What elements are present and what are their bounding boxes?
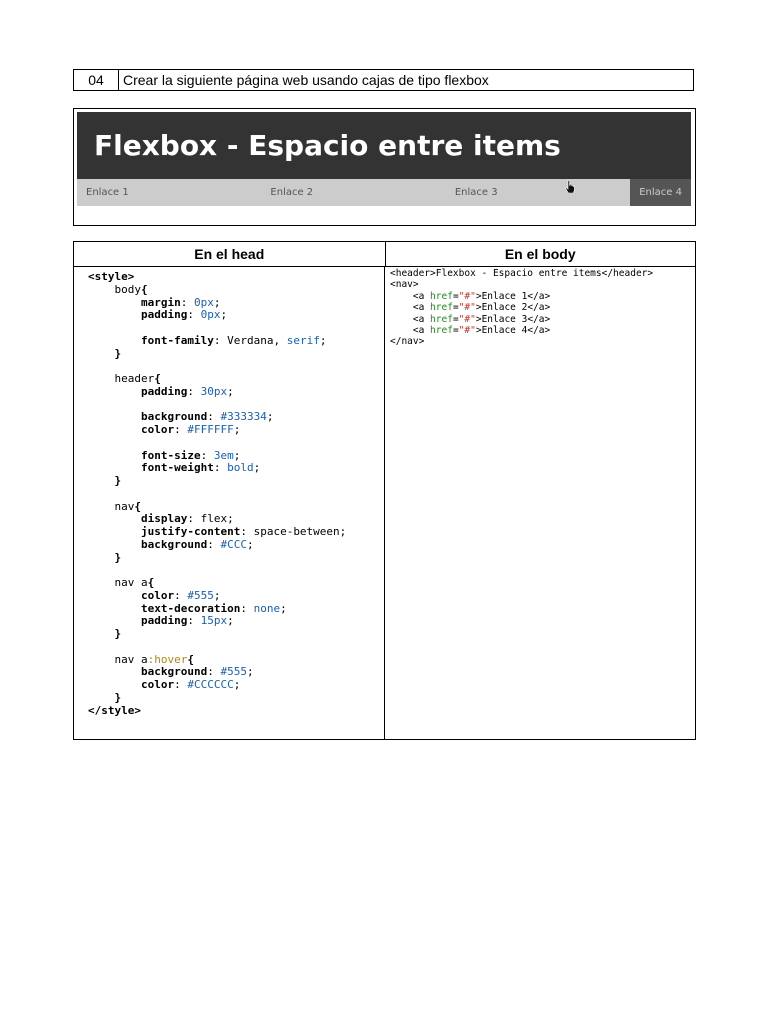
css-selector: nav (114, 499, 135, 513)
css-property: color (140, 588, 175, 602)
html-header-line: <header>Flexbox - Espacio entre items</header> (390, 268, 654, 279)
css-property: color (140, 678, 175, 691)
css-value: #CCC (220, 537, 247, 551)
preview-screenshot (73, 108, 696, 226)
exercise-instruction: Crear la siguiente página web usando cajas de tipo flexbox (123, 72, 489, 88)
preview-nav-link-2[interactable]: Enlace 2 (270, 187, 314, 198)
css-value: #333334 (220, 410, 267, 424)
head-column-title: En el head (74, 242, 386, 266)
css-property: font-family (140, 333, 214, 347)
css-brace: } (114, 627, 122, 640)
preview-header: Flexbox - Espacio entre items (77, 112, 691, 179)
css-property: text-decoration (140, 601, 241, 615)
css-value: 3em (213, 448, 234, 462)
html-nav-close: </nav> (390, 336, 425, 348)
html-link-text-2: Enlace 2 (481, 302, 528, 314)
html-link-text-4: Enlace 4 (481, 325, 528, 337)
html-link-text-3: Enlace 3 (481, 313, 528, 325)
html-attr-value: "#" (458, 325, 476, 337)
exercise-number: 04 (74, 70, 119, 90)
css-value: #555 (220, 665, 247, 679)
html-nav-open: <nav> (390, 279, 419, 291)
exercise-title-row (73, 69, 694, 91)
css-value: 0px (193, 295, 214, 309)
body-column-title: En el body (504, 246, 576, 262)
html-attr-name: href (430, 290, 453, 302)
html-attr-value: "#" (458, 290, 476, 302)
preview-nav-link-3[interactable]: Enlace 3 (454, 187, 498, 198)
css-selector: nav a (114, 652, 148, 666)
css-brace: { (147, 576, 155, 589)
css-value: none (253, 601, 281, 615)
html-attr-value: "#" (458, 313, 476, 325)
css-value: bold (227, 461, 254, 475)
css-brace: { (134, 499, 141, 513)
css-selector: nav a (114, 576, 148, 589)
css-brace: } (114, 690, 122, 704)
css-brace: { (154, 372, 161, 385)
css-plain-value: flex (200, 512, 228, 526)
css-value: serif (286, 333, 320, 347)
html-attr-name: href (430, 325, 453, 337)
code-table-header (74, 242, 695, 267)
css-property: background (140, 537, 208, 551)
css-property: padding (140, 614, 188, 628)
html-attr-value: "#" (458, 302, 476, 314)
css-brace: { (141, 282, 148, 296)
hand-pointer-icon (565, 180, 576, 193)
css-property: margin (140, 295, 181, 309)
css-selector: header (114, 372, 155, 385)
css-plain-value: Verdana, (227, 333, 287, 347)
css-value: 30px (200, 384, 228, 398)
css-value: #CCCCCC (187, 678, 234, 691)
html-attr-name: href (430, 313, 453, 325)
html-link-text-1: Enlace 1 (481, 290, 528, 302)
preview-nav-link-4[interactable]: Enlace 4 (630, 179, 691, 206)
css-style-open-tag: <style> (88, 270, 135, 283)
css-code-block: <style> body{ margin: 0px; padding: 0px; font-family: Verdana, serif; } header{ padding: 30px; background: #333334; color: #FFFFFF; font-size: 3em; font-weight: bold; } nav{ display: flex; justify-content: space-between; background: #CCC; } nav a{ color: #555; text-decoration: none; padding: 15px; } nav a:hover{ background: #555; color: #CCCCCC; } </style> (88, 270, 347, 717)
css-property: padding (140, 384, 188, 398)
css-brace: } (114, 550, 122, 564)
css-brace: { (187, 652, 194, 666)
css-property: padding (140, 308, 188, 322)
html-code-block: <header>Flexbox - Espacio entre items</header> <nav> <a href="#">Enlace 1</a> <a href="#">Enlace 2</a> <a href="#">Enlace 3</a> <a href="#">Enlace 4</a> </nav> (390, 268, 654, 348)
css-value: 0px (200, 308, 221, 322)
css-property: color (140, 423, 175, 436)
css-property: font-size (140, 448, 201, 462)
css-property: background (140, 665, 208, 679)
column-divider (384, 266, 385, 739)
css-plain-value: space-between (253, 525, 340, 538)
css-selector: body (114, 282, 141, 296)
html-attr-name: href (430, 302, 453, 314)
css-style-close-tag: </style> (88, 703, 141, 717)
preview-nav-link-1[interactable]: Enlace 1 (86, 187, 129, 198)
css-value: #FFFFFF (187, 423, 234, 436)
code-table (73, 241, 696, 740)
css-property: justify-content (140, 525, 241, 538)
css-value: 15px (200, 614, 228, 628)
css-brace: } (114, 474, 122, 487)
css-property: background (140, 410, 208, 424)
css-brace: } (114, 346, 122, 360)
preview-nav (77, 179, 691, 206)
css-value: #555 (187, 588, 214, 602)
css-pseudo-class: :hover (147, 652, 188, 666)
css-property: font-weight (140, 461, 214, 475)
css-property: display (140, 512, 188, 526)
